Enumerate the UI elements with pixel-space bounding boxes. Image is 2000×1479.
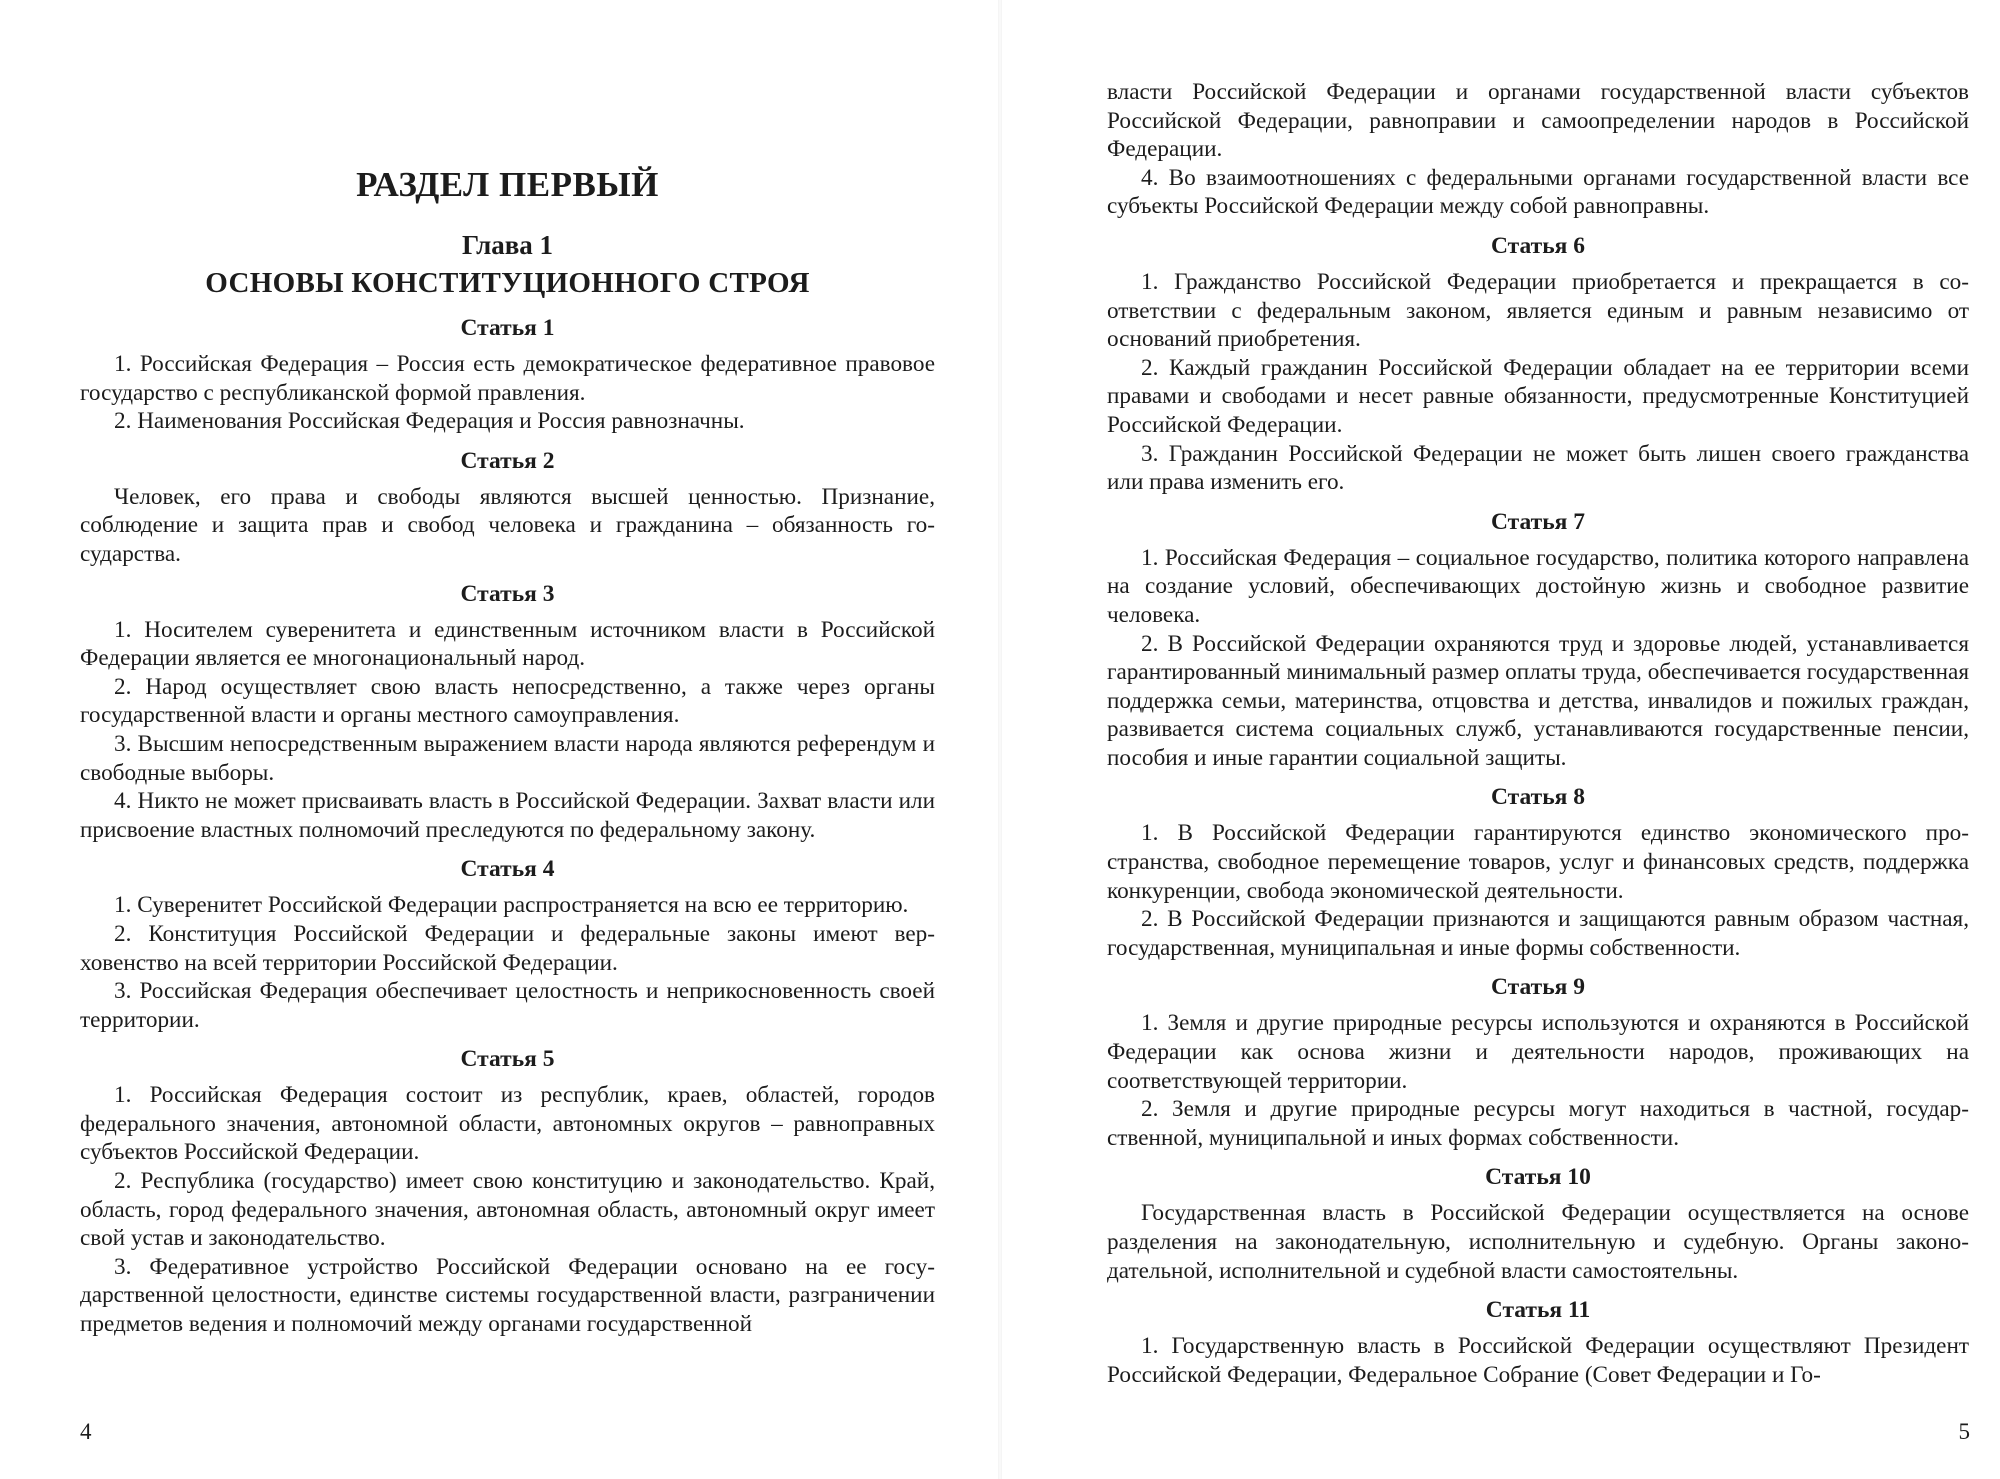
article-paragraph: 1. В Российской Федерации гарантируются единство экономического пространства, свободное перемещение товаров, услуг и финансовых средств, поддержка конкуренции, свобода экономической деятельности. xyxy=(1107,820,1969,904)
article-paragraph: 1. Носителем суверенитета и единственным источником власти в Российской Федерации является ее многонациональный народ. xyxy=(80,616,935,672)
article-paragraph: 4. Никто не может присваивать власть в Российской Федерации. Захват власти или присвоение властных полномочий преследуются по федеральному закону. xyxy=(80,788,935,843)
article-title: Статья 2 xyxy=(460,447,555,474)
article-paragraph: 3. Федеративное устройство Российской Федерации основано на ее государственной целостности, единстве системы государственной власти, разграничении предметов ведения и полномочий между органами государственной xyxy=(80,1253,935,1338)
article-paragraph: 1. Земля и другие природные ресурсы используются и охраняются в Российской Федерации как основа жизни и деятельности народов, проживающих на соответствующей территории. xyxy=(1107,1010,1969,1094)
article-title: Статья 1 xyxy=(460,315,555,341)
article-title: Статья 4 xyxy=(460,856,555,883)
article-paragraph: 3. Российская Федерация обеспечивает целостность и неприкосновенность своей территории. xyxy=(80,978,935,1033)
continuation-paragraph: 4. Во взаимоотношениях с федеральными органами государственной власти все субъекты Российской Федерации между собой равноправны. xyxy=(1107,164,1969,220)
article-paragraph: 1. Государственную власть в Российской Федерации осуществляют Президент Российской Федерации, Федеральное Собрание (Совет Федерации и Го- xyxy=(1107,1333,1969,1388)
article-paragraph: 1. Российская Федерация – социальное государство, политика которого направлена на создание условий, обеспечивающих достойную жизнь и свободное развитие человека. xyxy=(1107,544,1969,628)
left-page-column xyxy=(80,165,935,1339)
article-title: Статья 8 xyxy=(1491,784,1585,811)
article-title: Статья 6 xyxy=(1491,232,1585,259)
right-page xyxy=(1000,0,2000,1479)
article-paragraph: 2. Конституция Российской Федерации и федеральные законы имеют верховенство на всей территории Российской Федерации. xyxy=(80,920,935,976)
chapter-title: Глава 1 xyxy=(461,230,554,260)
article-paragraph: 1. Гражданство Российской Федерации приобретается и прекращается в соответствии с федеральным законом, является единым и равным независимо от оснований приобретения. xyxy=(1107,268,1969,353)
article-title: Статья 10 xyxy=(1485,1164,1591,1191)
article-paragraph: 2. В Российской Федерации признаются и защищаются равным образом частная, государственная, муниципальная и иные формы собственности. xyxy=(1107,906,1969,961)
page-number: 4 xyxy=(80,1419,92,1444)
article-paragraph: 2. Наименования Российская Федерация и Россия равнозначны. xyxy=(114,408,745,435)
article-title: Статья 7 xyxy=(1491,508,1585,535)
section-title: РАЗДЕЛ ПЕРВЫЙ xyxy=(356,165,659,204)
article-title: Статья 9 xyxy=(1491,974,1585,1001)
article-paragraph: 2. Республика (государство) имеет свою конституцию и законодательство. Край, область, город федерального значения, автономная область, автономный округ имеет свой устав и законодательство. xyxy=(80,1168,935,1252)
article-paragraph: 1. Российская Федерация состоит из республик, краев, областей, городов федерального значения, автономной области, автономных округов – равноправных субъектов Российской Федерации. xyxy=(80,1082,935,1166)
chapter-name: ОСНОВЫ КОНСТИТУЦИОННОГО СТРОЯ xyxy=(205,267,810,299)
article-paragraph: Человек, его права и свободы являются высшей ценностью. Признание, соблюдение и защита прав и свобод человека и гражданина – обязанность государства. xyxy=(80,483,935,567)
article-paragraph: 1. Суверенитет Российской Федерации распространяется на всю ее территорию. xyxy=(114,892,909,919)
article-paragraph: Государственная власть в Российской Федерации осуществляется на основе разделения на законодательную, исполнительную и судебную. Органы законодательной, исполнительной и судебной власти самостоятельны. xyxy=(1107,1200,1969,1284)
article-title: Статья 5 xyxy=(460,1046,555,1073)
article-paragraph: 3. Гражданин Российской Федерации не может быть лишен своего гражданства или права изменить его. xyxy=(1107,440,1969,496)
article-paragraph: 2. В Российской Федерации охраняются труд и здоровье людей, устанавливается гарантированный минимальный размер оплаты труда, обеспечивается государственная поддержка семьи, материнства, отцовства и детства, инвалидов и пожилых граждан, развивается система социальных служб, устанавливаются государственные пенсии, пособия и иные гарантии социальной защиты. xyxy=(1107,630,1969,771)
article-paragraph: 1. Российская Федерация – Россия есть демократическое федеративное правовое государство с республиканской формой правления. xyxy=(80,351,935,406)
article-paragraph: 2. Народ осуществляет свою власть непосредственно, а также через органы государственной власти и органы местного самоуправления. xyxy=(80,673,935,729)
article-paragraph: 3. Высшим непосредственным выражением власти народа являются референдум и свободные выборы. xyxy=(80,730,935,786)
right-page-column xyxy=(1107,78,1969,1389)
article-title: Статья 11 xyxy=(1485,1297,1591,1324)
article-paragraph: 2. Земля и другие природные ресурсы могут находиться в частной, государственной, муниципальной и иных формах собственности. xyxy=(1107,1096,1969,1151)
continuation-paragraph: власти Российской Федерации и органами государственной власти субъектов Российской Федерации, равноправии и самоопределении народов в Российской Федерации. xyxy=(1107,79,1969,163)
article-title: Статья 3 xyxy=(460,580,555,607)
article-paragraph: 2. Каждый гражданин Российской Федерации обладает на ее территории всеми правами и свободами и несет равные обязанности, предусмотренные Конституцией Российской Федерации. xyxy=(1107,354,1969,438)
page-number: 5 xyxy=(1958,1419,1970,1444)
